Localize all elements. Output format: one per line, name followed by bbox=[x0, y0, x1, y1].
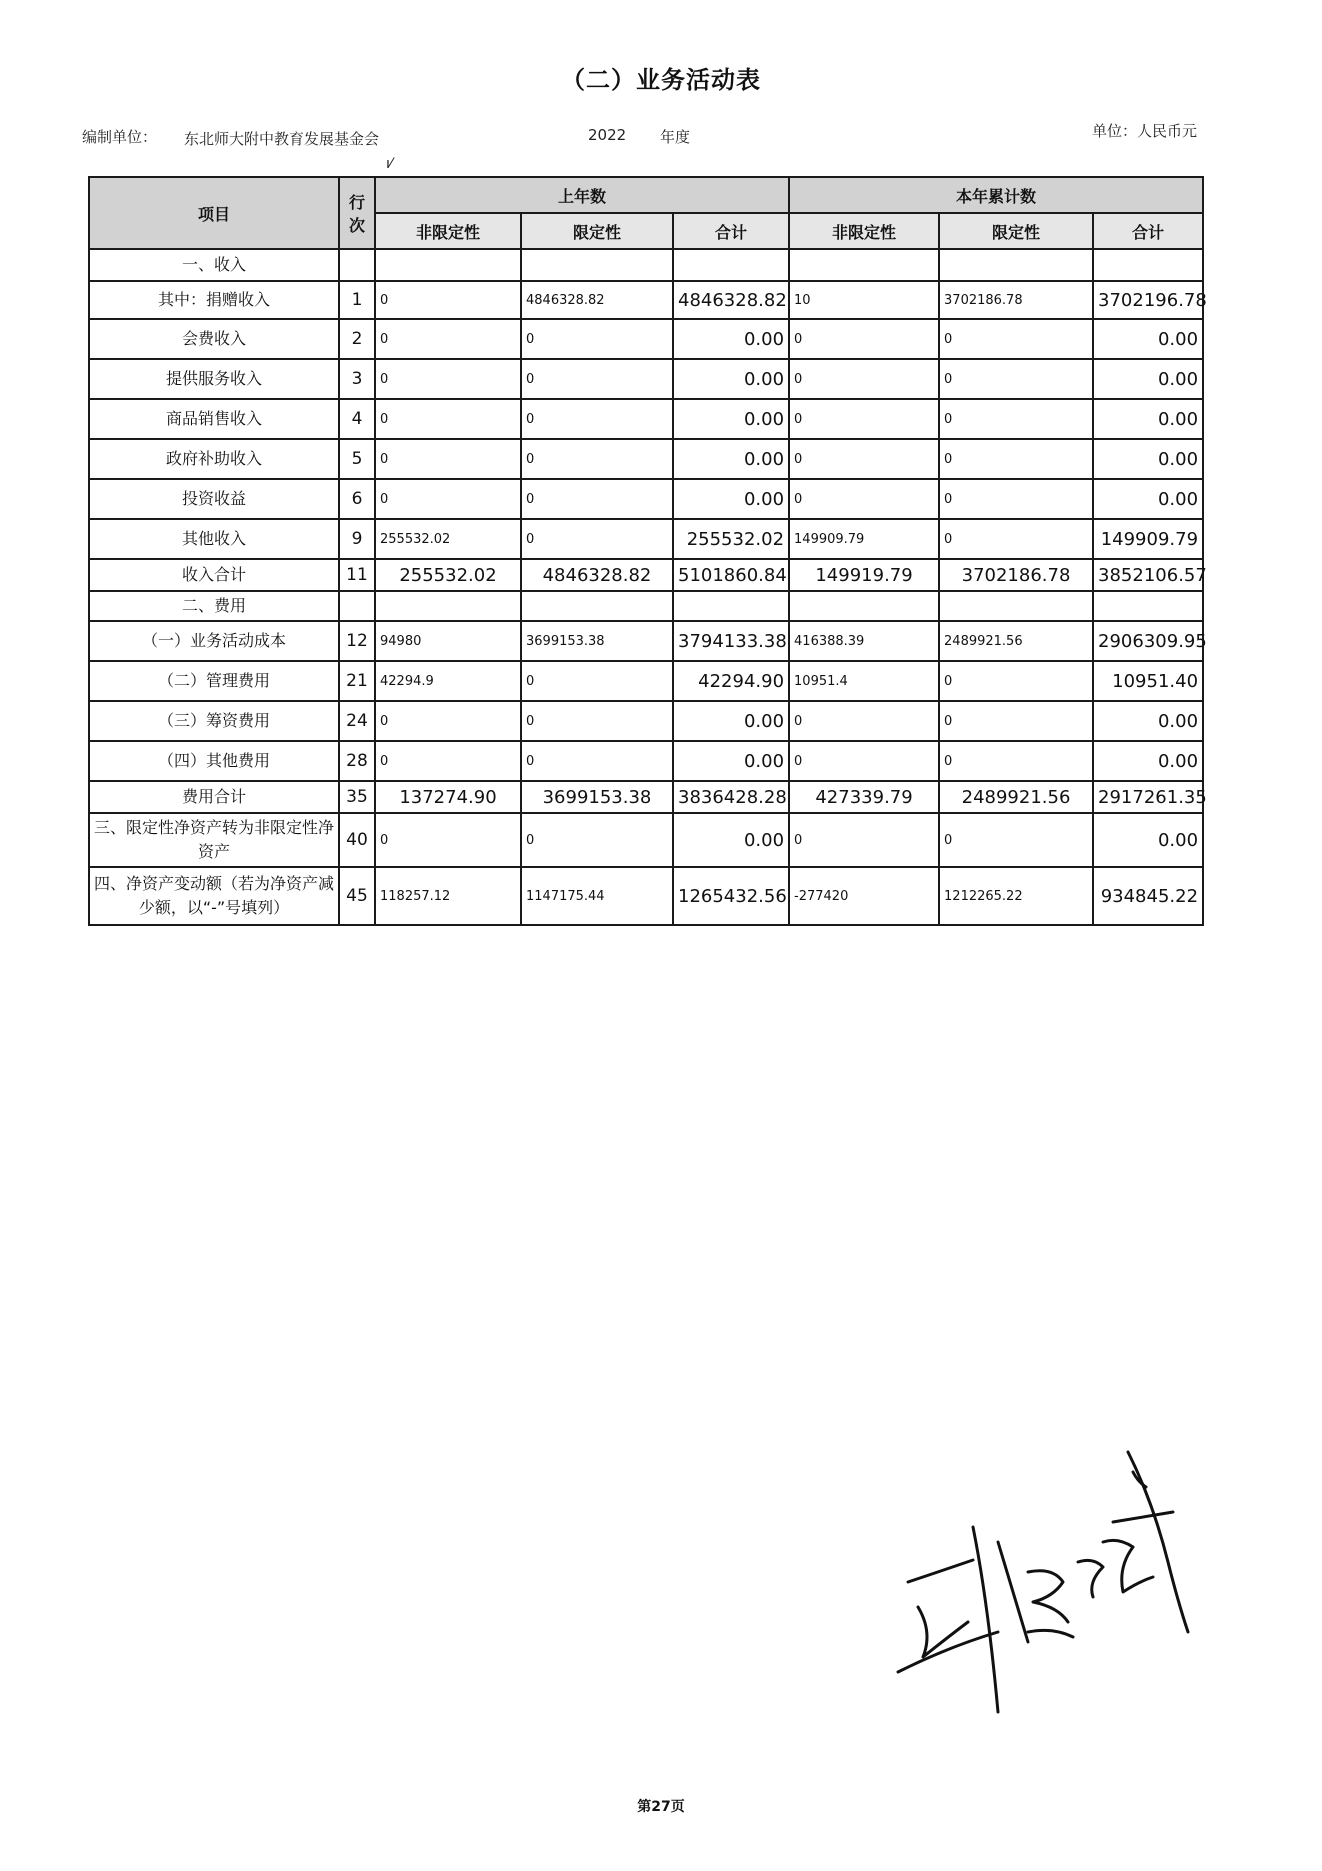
current-total-cell: 0.00 bbox=[1093, 813, 1203, 867]
prior-restricted-cell: 0 bbox=[521, 701, 673, 741]
current-restricted-header: 限定性 bbox=[939, 213, 1093, 249]
current-unrestricted-cell: 0 bbox=[789, 701, 939, 741]
current-restricted-cell: 3702186.78 bbox=[939, 559, 1093, 591]
prior-restricted-cell: 0 bbox=[521, 519, 673, 559]
prior-restricted-cell: 0 bbox=[521, 359, 673, 399]
table-row bbox=[89, 479, 1203, 519]
table-row bbox=[89, 281, 1203, 319]
page-number: 第27页 bbox=[637, 1799, 685, 1815]
table-row bbox=[89, 519, 1203, 559]
row-label: （三）筹资费用 bbox=[89, 701, 339, 741]
prior-total-cell: 0.00 bbox=[673, 439, 789, 479]
current-restricted-cell: 0 bbox=[939, 519, 1093, 559]
row-number: 4 bbox=[339, 399, 375, 439]
prior-restricted-header: 限定性 bbox=[521, 213, 673, 249]
current-total-cell: 3702196.78 bbox=[1093, 281, 1203, 319]
row-label: 费用合计 bbox=[89, 781, 339, 813]
current-total-cell: 149909.79 bbox=[1093, 519, 1203, 559]
row-number: 3 bbox=[339, 359, 375, 399]
table-row bbox=[89, 701, 1203, 741]
prior-unrestricted-cell: 42294.9 bbox=[375, 661, 521, 701]
row-label: 其中：捐赠收入 bbox=[89, 281, 339, 319]
table-row bbox=[89, 399, 1203, 439]
prior-unrestricted-cell: 137274.90 bbox=[375, 781, 521, 813]
row-label: 商品销售收入 bbox=[89, 399, 339, 439]
prior-unrestricted-cell: 0 bbox=[375, 359, 521, 399]
prior-unrestricted-cell: 94980 bbox=[375, 621, 521, 661]
prior-restricted-cell: 3699153.38 bbox=[521, 781, 673, 813]
col-current-year-header: 本年累计数 bbox=[789, 177, 1203, 213]
prior-restricted-cell: 3699153.38 bbox=[521, 621, 673, 661]
prior-restricted-cell: 0 bbox=[521, 319, 673, 359]
row-label: 其他收入 bbox=[89, 519, 339, 559]
prior-total-cell: 4846328.82 bbox=[673, 281, 789, 319]
currency-label: 单位：人民币元 bbox=[1092, 122, 1198, 140]
current-total-cell: 0.00 bbox=[1093, 399, 1203, 439]
current-unrestricted-cell: 427339.79 bbox=[789, 781, 939, 813]
row-label: （一）业务活动成本 bbox=[89, 621, 339, 661]
prior-restricted-cell: 4846328.82 bbox=[521, 281, 673, 319]
prior-total-cell: 0.00 bbox=[673, 319, 789, 359]
current-unrestricted-cell: 10 bbox=[789, 281, 939, 319]
unit-name: 东北师大附中教育发展基金会 bbox=[184, 130, 380, 148]
prior-unrestricted-cell: 0 bbox=[375, 701, 521, 741]
row-label: 政府补助收入 bbox=[89, 439, 339, 479]
section-label-expense: 二、费用 bbox=[89, 591, 339, 621]
table-row bbox=[89, 439, 1203, 479]
current-unrestricted-cell: 149909.79 bbox=[789, 519, 939, 559]
table-row bbox=[89, 661, 1203, 701]
current-restricted-cell: 2489921.56 bbox=[939, 621, 1093, 661]
col-rowno-header: 行次 bbox=[339, 177, 375, 249]
current-restricted-cell: 0 bbox=[939, 439, 1093, 479]
prior-total-cell: 0.00 bbox=[673, 479, 789, 519]
current-unrestricted-header: 非限定性 bbox=[789, 213, 939, 249]
current-unrestricted-cell: 0 bbox=[789, 439, 939, 479]
prior-total-cell: 42294.90 bbox=[673, 661, 789, 701]
current-total-cell: 0.00 bbox=[1093, 741, 1203, 781]
row-number: 1 bbox=[339, 281, 375, 319]
row-number: 40 bbox=[339, 813, 375, 867]
current-total-cell: 934845.22 bbox=[1093, 867, 1203, 925]
current-unrestricted-cell: 0 bbox=[789, 813, 939, 867]
prior-total-header: 合计 bbox=[673, 213, 789, 249]
current-total-header: 合计 bbox=[1093, 213, 1203, 249]
current-unrestricted-cell: -277420 bbox=[789, 867, 939, 925]
current-restricted-cell: 0 bbox=[939, 359, 1093, 399]
prior-unrestricted-cell: 0 bbox=[375, 479, 521, 519]
row-number: 12 bbox=[339, 621, 375, 661]
col-item-header: 项目 bbox=[89, 177, 339, 249]
prior-restricted-cell: 0 bbox=[521, 399, 673, 439]
current-unrestricted-cell: 149919.79 bbox=[789, 559, 939, 591]
year-label: 年度 bbox=[660, 128, 691, 146]
stray-mark: ı⁄ bbox=[386, 156, 393, 172]
row-label: 会费收入 bbox=[89, 319, 339, 359]
current-total-cell: 0.00 bbox=[1093, 319, 1203, 359]
handwritten-signature bbox=[878, 1432, 1198, 1732]
row-label: 提供服务收入 bbox=[89, 359, 339, 399]
table-row bbox=[89, 621, 1203, 661]
row-label: （四）其他费用 bbox=[89, 741, 339, 781]
row-number: 5 bbox=[339, 439, 375, 479]
prior-restricted-cell: 0 bbox=[521, 741, 673, 781]
current-unrestricted-cell: 0 bbox=[789, 319, 939, 359]
row-number: 45 bbox=[339, 867, 375, 925]
current-restricted-cell: 0 bbox=[939, 813, 1093, 867]
current-restricted-cell: 0 bbox=[939, 479, 1093, 519]
prior-restricted-cell: 0 bbox=[521, 813, 673, 867]
prior-restricted-cell: 0 bbox=[521, 479, 673, 519]
row-number: 35 bbox=[339, 781, 375, 813]
current-total-cell: 0.00 bbox=[1093, 439, 1203, 479]
current-restricted-cell: 0 bbox=[939, 399, 1093, 439]
current-unrestricted-cell: 10951.4 bbox=[789, 661, 939, 701]
row-number: 21 bbox=[339, 661, 375, 701]
header-row-group bbox=[89, 177, 1203, 213]
current-unrestricted-cell: 416388.39 bbox=[789, 621, 939, 661]
row-label: 投资收益 bbox=[89, 479, 339, 519]
activity-table bbox=[88, 176, 1207, 926]
prior-unrestricted-cell: 255532.02 bbox=[375, 559, 521, 591]
prior-unrestricted-cell: 0 bbox=[375, 281, 521, 319]
row-number: 24 bbox=[339, 701, 375, 741]
current-total-cell: 0.00 bbox=[1093, 479, 1203, 519]
report-title: （二）业务活动表 bbox=[561, 66, 761, 94]
table-row bbox=[89, 741, 1203, 781]
prior-restricted-cell: 0 bbox=[521, 661, 673, 701]
row-number: 28 bbox=[339, 741, 375, 781]
table-row bbox=[89, 559, 1203, 591]
current-unrestricted-cell: 0 bbox=[789, 359, 939, 399]
prior-total-cell: 0.00 bbox=[673, 813, 789, 867]
table-row bbox=[89, 781, 1203, 813]
row-number: 6 bbox=[339, 479, 375, 519]
prior-total-cell: 255532.02 bbox=[673, 519, 789, 559]
prior-unrestricted-cell: 0 bbox=[375, 319, 521, 359]
section-label-income: 一、收入 bbox=[89, 249, 339, 281]
current-restricted-cell: 3702186.78 bbox=[939, 281, 1093, 319]
row-label: （二）管理费用 bbox=[89, 661, 339, 701]
prior-unrestricted-cell: 0 bbox=[375, 399, 521, 439]
prior-unrestricted-cell: 255532.02 bbox=[375, 519, 521, 559]
row-label: 四、净资产变动额（若为净资产减少额，以“-”号填列） bbox=[89, 867, 339, 925]
prior-total-cell: 5101860.84 bbox=[673, 559, 789, 591]
current-total-cell: 10951.40 bbox=[1093, 661, 1203, 701]
prior-restricted-cell: 1147175.44 bbox=[521, 867, 673, 925]
current-unrestricted-cell: 0 bbox=[789, 479, 939, 519]
current-restricted-cell: 0 bbox=[939, 319, 1093, 359]
prior-total-cell: 3794133.38 bbox=[673, 621, 789, 661]
row-number: 11 bbox=[339, 559, 375, 591]
unit-label: 编制单位： bbox=[82, 128, 158, 146]
prior-total-cell: 0.00 bbox=[673, 399, 789, 439]
prior-total-cell: 3836428.28 bbox=[673, 781, 789, 813]
current-unrestricted-cell: 0 bbox=[789, 741, 939, 781]
row-label: 收入合计 bbox=[89, 559, 339, 591]
prior-unrestricted-cell: 0 bbox=[375, 741, 521, 781]
current-total-cell: 0.00 bbox=[1093, 359, 1203, 399]
row-number: 9 bbox=[339, 519, 375, 559]
row-number: 2 bbox=[339, 319, 375, 359]
report-year: 2022 bbox=[588, 126, 627, 144]
prior-unrestricted-cell: 118257.12 bbox=[375, 867, 521, 925]
prior-unrestricted-cell: 0 bbox=[375, 813, 521, 867]
section-row-income bbox=[89, 249, 1203, 281]
prior-total-cell: 0.00 bbox=[673, 359, 789, 399]
prior-unrestricted-header: 非限定性 bbox=[375, 213, 521, 249]
current-restricted-cell: 0 bbox=[939, 741, 1093, 781]
prior-total-cell: 1265432.56 bbox=[673, 867, 789, 925]
prior-unrestricted-cell: 0 bbox=[375, 439, 521, 479]
table-row bbox=[89, 813, 1203, 867]
current-unrestricted-cell: 0 bbox=[789, 399, 939, 439]
section-row-expense bbox=[89, 591, 1203, 621]
current-restricted-cell: 0 bbox=[939, 661, 1093, 701]
prior-total-cell: 0.00 bbox=[673, 741, 789, 781]
table-row bbox=[89, 867, 1203, 925]
current-total-cell: 2906309.95 bbox=[1093, 621, 1203, 661]
table-row bbox=[89, 359, 1203, 399]
table-row bbox=[89, 319, 1203, 359]
current-restricted-cell: 1212265.22 bbox=[939, 867, 1093, 925]
prior-restricted-cell: 4846328.82 bbox=[521, 559, 673, 591]
current-restricted-cell: 2489921.56 bbox=[939, 781, 1093, 813]
prior-restricted-cell: 0 bbox=[521, 439, 673, 479]
current-total-cell: 2917261.35 bbox=[1093, 781, 1203, 813]
prior-total-cell: 0.00 bbox=[673, 701, 789, 741]
current-total-cell: 0.00 bbox=[1093, 701, 1203, 741]
current-total-cell: 3852106.57 bbox=[1093, 559, 1203, 591]
row-label: 三、限定性净资产转为非限定性净资产 bbox=[89, 813, 339, 867]
current-restricted-cell: 0 bbox=[939, 701, 1093, 741]
col-prior-year-header: 上年数 bbox=[375, 177, 789, 213]
